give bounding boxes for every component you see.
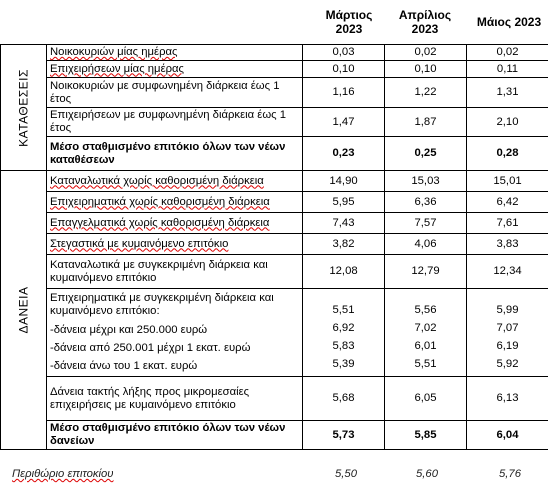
- table-row: [1, 234, 548, 255]
- cell-value: 6,01: [414, 340, 437, 352]
- table-row: [1, 171, 548, 192]
- row-label: Μέσο σταθμισμένο επιτόκιο όλων των νέων δανείων: [47, 421, 303, 450]
- row-label: Νοικοκυριών με συμφωνημένη διάρκεια έως 1 έτος: [47, 78, 303, 108]
- cell-value: 5,83: [332, 340, 355, 352]
- col-header-may: [470, 15, 548, 29]
- table-row: [1, 192, 548, 213]
- cell-may: 12,34: [467, 255, 548, 289]
- table-row-total: [1, 421, 548, 450]
- cell-april: 4,06: [385, 234, 467, 255]
- section-deposits-label: ΚΑΤΑΘΕΣΕΙΣ: [16, 68, 30, 147]
- cell-april: [385, 289, 467, 377]
- interest-margin-row: [0, 466, 548, 484]
- cell-april: 0,10: [385, 61, 467, 78]
- section-deposits: [1, 45, 47, 171]
- cell-april: 0,02: [385, 45, 467, 61]
- cell-may: 3,83: [467, 234, 548, 255]
- col-header-may-month: Μάιος 2023: [476, 15, 542, 29]
- cell-value: 6,92: [332, 322, 355, 334]
- cell-april: 5,85: [385, 421, 467, 450]
- cell-value: 5,39: [332, 358, 355, 370]
- row-label: [47, 61, 303, 78]
- col-header-april-year: 2023: [411, 22, 439, 36]
- table-row-total: [1, 137, 548, 171]
- cell-march: 5,95: [303, 192, 385, 213]
- cell-april: 1,87: [385, 108, 467, 137]
- cell-march: [303, 289, 385, 377]
- table-row: [1, 61, 548, 78]
- col-header-april: [392, 8, 458, 36]
- row-label: [47, 234, 303, 255]
- row-sublabel: -δάνεια από 250.001 μέχρι 1 εκατ. ευρώ: [50, 342, 251, 354]
- row-label-text: Καταναλωτικά χωρίς καθορισμένη διάρκεια: [50, 174, 264, 187]
- table-row: [1, 45, 548, 61]
- table-row: [1, 78, 548, 108]
- cell-march: 7,43: [303, 213, 385, 234]
- table-row: [1, 377, 548, 421]
- cell-april: 1,22: [385, 78, 467, 108]
- cell-may: 0,28: [467, 137, 548, 171]
- row-label: [47, 45, 303, 61]
- cell-march: 14,90: [303, 171, 385, 192]
- cell-april: 7,57: [385, 213, 467, 234]
- interest-margin-may: 5,76: [499, 468, 521, 480]
- cell-march: 5,68: [303, 377, 385, 421]
- cell-march: 5,73: [303, 421, 385, 450]
- cell-value: 5,92: [496, 358, 519, 370]
- table-row: [1, 255, 548, 289]
- cell-march: 0,23: [303, 137, 385, 171]
- cell-may: 0,02: [467, 45, 548, 61]
- cell-march: 3,82: [303, 234, 385, 255]
- cell-april: 12,79: [385, 255, 467, 289]
- cell-march: 1,47: [303, 108, 385, 137]
- col-header-march-month: Μάρτιος: [325, 8, 373, 22]
- cell-march: 1,16: [303, 78, 385, 108]
- interest-rates-table: [0, 44, 548, 450]
- interest-margin-march: 5,50: [335, 468, 357, 480]
- row-label: [47, 213, 303, 234]
- cell-may: 6,42: [467, 192, 548, 213]
- row-label: [47, 192, 303, 213]
- cell-april: 6,05: [385, 377, 467, 421]
- cell-value: 7,02: [414, 322, 437, 334]
- row-label-heading: Επιχειρηματικά με συγκεκριμένη διάρκεια και κυμαινόμενο επιτόκιο:: [50, 292, 274, 317]
- cell-value: 5,56: [414, 304, 437, 316]
- cell-may: 6,04: [467, 421, 548, 450]
- row-label: [47, 289, 303, 377]
- row-label-text: Στεγαστικά με κυμαινόμενο επιτόκιο: [50, 237, 229, 250]
- cell-may: 1,31: [467, 78, 548, 108]
- interest-margin-april: 5,60: [416, 468, 438, 480]
- cell-value: 7,07: [496, 322, 519, 334]
- cell-may: 6,13: [467, 377, 548, 421]
- cell-value: 5,51: [414, 358, 437, 370]
- cell-may: 0,11: [467, 61, 548, 78]
- row-label-text: Επιχειρηματικά χωρίς καθορισμένη διάρκεια: [50, 195, 270, 208]
- cell-value: 5,99: [496, 304, 519, 316]
- cell-april: 6,36: [385, 192, 467, 213]
- table-row: [1, 108, 548, 137]
- cell-may: 15,01: [467, 171, 548, 192]
- cell-april: 0,25: [385, 137, 467, 171]
- section-loans: [1, 171, 47, 450]
- cell-may: 7,61: [467, 213, 548, 234]
- table-row-business-loans: [1, 289, 548, 377]
- cell-april: 15,03: [385, 171, 467, 192]
- cell-value: 5,51: [332, 304, 355, 316]
- row-label-text: Επαγγελματικά χωρίς καθορισμένη διάρκεια: [50, 216, 270, 229]
- row-label: Καταναλωτικά με συγκεκριμένη διάρκεια και κυμαινόμενο επιτόκιο: [47, 255, 303, 289]
- row-label: Μέσο σταθμισμένο επιτόκιο όλων των νέων καταθέσεων: [47, 137, 303, 171]
- table-row: [1, 213, 548, 234]
- row-label: [47, 171, 303, 192]
- interest-margin-label: Περιθώριο επιτοκίου: [12, 468, 114, 480]
- row-sublabel: -δάνεια άνω του 1 εκατ. ευρώ: [50, 360, 198, 372]
- cell-may: 2,10: [467, 108, 548, 137]
- section-loans-label: ΔΑΝΕΙΑ: [16, 286, 30, 334]
- row-label: Επιχειρήσεων με συμφωνημένη διάρκεια έως 1 έτος: [47, 108, 303, 137]
- cell-march: 0,10: [303, 61, 385, 78]
- row-label-text: Επιχειρήσεων μίας ημέρας: [50, 62, 185, 75]
- col-header-april-month: Απρίλιος: [398, 8, 452, 22]
- cell-value: 6,19: [496, 340, 519, 352]
- cell-may: [467, 289, 548, 377]
- col-header-march: [316, 8, 382, 36]
- cell-march: 12,08: [303, 255, 385, 289]
- cell-march: 0,03: [303, 45, 385, 61]
- row-label: Δάνεια τακτής λήξης προς μικρομεσαίες επιχειρήσεις με κυμαινόμενο επιτόκιο: [47, 377, 303, 421]
- row-label-text: Νοικοκυριών μίας ημέρας: [50, 46, 178, 58]
- col-header-march-year: 2023: [335, 22, 363, 36]
- row-sublabel: -δάνεια μέχρι και 250.000 ευρώ: [50, 324, 208, 336]
